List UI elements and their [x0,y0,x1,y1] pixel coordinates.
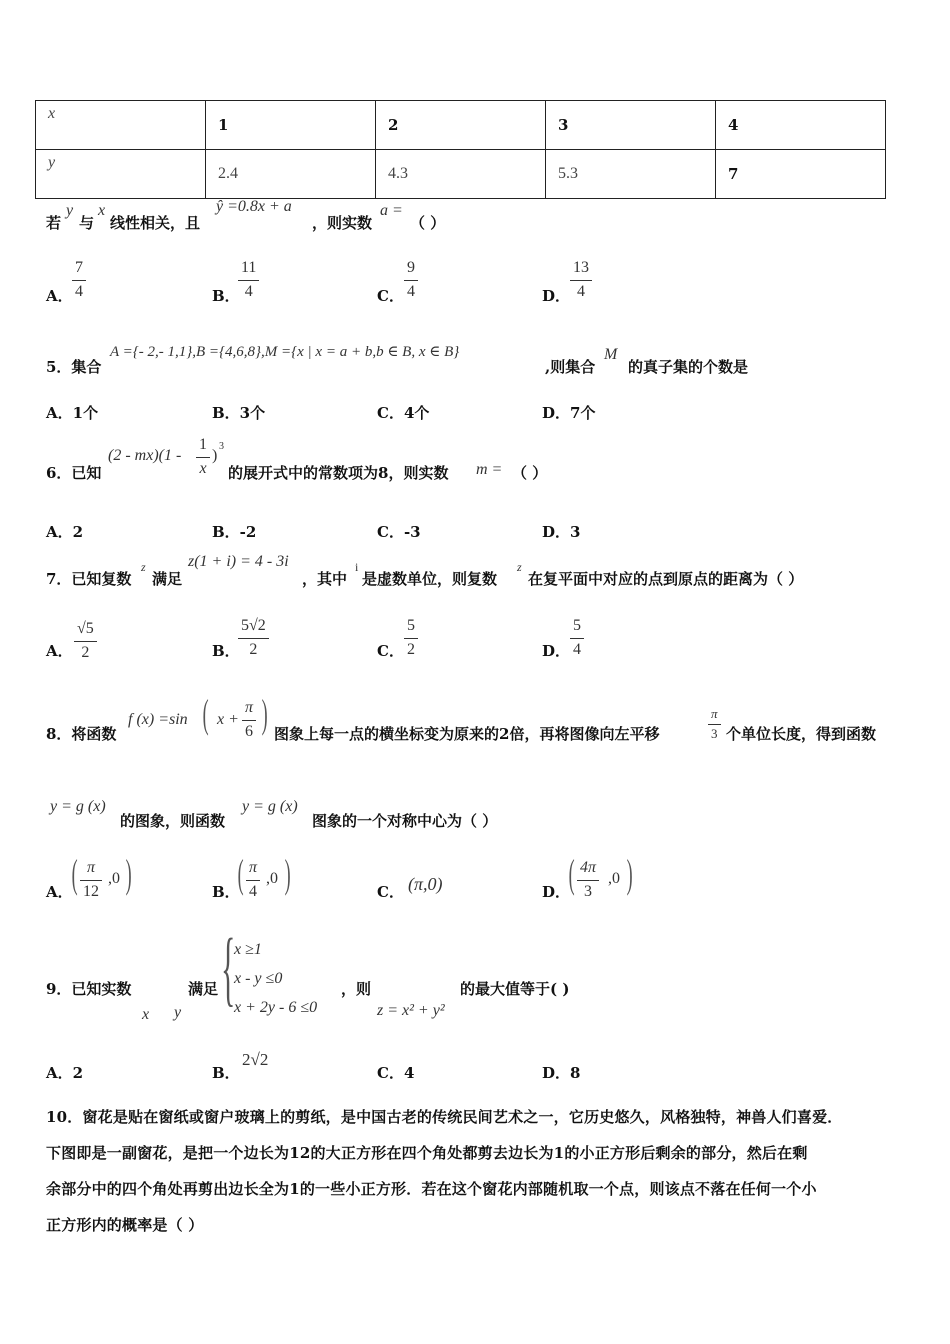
option-c: C．4 [377,1064,415,1082]
option-b: B． [212,1064,240,1082]
q7-prefix: 7．已知复数 [46,570,132,588]
q8-text: 图象上每一点的横坐标变为原来的2倍，再将图像向左平移 [274,725,660,743]
q8-function-fraction [242,699,256,741]
numerator: 5 [573,617,581,634]
denominator: 4 [573,641,581,658]
denominator: 4 [577,283,585,300]
right-paren: ) [261,691,268,736]
denominator: 2 [407,641,415,658]
q6-prefix: 6．已知 [46,464,102,482]
option-letter: C． [377,642,404,660]
denominator: 4 [407,283,415,300]
numerator: 7 [75,259,83,276]
option-d-fraction [577,859,599,901]
q5-text: 的真子集的个数是 [628,358,749,376]
q7-text: ，其中 [302,570,348,588]
q8-text: 图象的一个对称中心为（ ） [312,812,498,830]
q9-constraint-2: x - y ≤0 [234,970,283,987]
q7-var-i: i [355,560,359,574]
q4-var-a: a = [380,202,403,219]
numerator: 4π [580,859,597,876]
numerator: 13 [573,259,589,276]
left-paren: ( [71,851,78,896]
option-b: B．3个 [212,404,266,422]
y-header: y [36,150,206,199]
numerator: π [86,859,95,876]
q6-expr-left: (2 - mx)(1 - [108,447,182,464]
q5-set-formula: A ={- 2,- 1,1},B ={4,6,8},M ={x | x = a + b,b ∈ B, x ∈ B} [110,344,460,360]
q7-text: 是虚数单位，则复数 [362,570,498,588]
q4-regression-equation: ŷ =0.8x + a [216,198,292,215]
q7-var-z: z [141,560,146,574]
q7-text: 满足 [152,570,183,588]
option-c-fraction [404,259,418,301]
q4-var-y: y [66,202,74,219]
q7-text: 在复平面中对应的点到原点的距离为（ ） [528,570,804,588]
table-cell: 5.3 [546,150,716,199]
option-b: B．-2 [212,523,257,541]
option-b-value: 2√2 [242,1050,269,1069]
numerator: 5 [407,617,415,634]
option-a-fraction [80,859,102,901]
numerator: π [245,699,254,716]
left-paren: ( [202,691,209,736]
q10-line: 10．窗花是贴在窗纸或窗户玻璃上的剪纸，是中国古老的传统民间艺术之一，它历史悠久，风格独特，神兽人们喜爱． [46,1108,843,1126]
right-paren: ) [125,851,132,896]
q9-var-y: y [174,1004,182,1021]
option-letter: C． [377,287,404,305]
option-a: A．1个 [46,404,99,422]
q8-g-function: y = g (x) [50,798,106,815]
q7-equation: z(1 + i) = 4 - 3i [188,553,289,570]
option-letter: C． [377,883,404,901]
option-d-fraction [570,259,592,301]
q5-text: ,则集合 [545,358,596,376]
option-a-fraction [74,620,97,662]
option-a: A．2 [46,1064,84,1082]
numerator: 11 [241,259,257,276]
option-letter: B． [212,287,240,305]
denominator: 6 [245,723,253,740]
option-letter: A． [46,883,73,901]
option-letter: A． [46,642,73,660]
denominator: x [199,460,207,477]
q7-var-z: z [517,560,522,574]
table-cell: 4 [716,101,886,150]
option-d: D．7个 [542,404,596,422]
q4-text: ，则实数 [312,214,373,232]
option-d-tail: ,0 [608,870,620,887]
denominator: 3 [584,883,592,900]
q9-constraint-3: x + 2y - 6 ≤0 [234,999,318,1016]
q8-text: 个单位长度，得到函数 [726,725,877,743]
table-cell: 3 [546,101,716,150]
numerator: 9 [407,259,415,276]
left-paren: ( [568,851,575,896]
option-letter: D． [542,287,571,305]
q9-prefix: 9．已知实数 [46,980,132,998]
option-c: C．4个 [377,404,430,422]
option-d-fraction [570,617,584,659]
q9-text: 的最大值等于( ) [460,980,570,998]
x-header: x [36,101,206,150]
option-letter: B． [212,642,240,660]
denominator: 12 [83,883,99,900]
right-paren: ) [284,851,291,896]
denominator: 4 [75,283,83,300]
table-cell: 1 [206,101,376,150]
option-letter: D． [542,642,571,660]
numerator: √5 [77,620,94,637]
option-letter: B． [212,883,240,901]
q8-g-function: y = g (x) [242,798,298,815]
q6-expr-fraction [196,436,210,478]
q9-constraint-1: x ≥1 [234,941,262,958]
right-paren: ) [626,851,633,896]
q8-text: 的图象，则函数 [120,812,226,830]
numerator: 5√2 [241,617,266,634]
q8-function-inner: x + [217,711,239,728]
table-cell: 7 [716,150,886,199]
option-d: D．8 [542,1064,581,1082]
q9-text: 满足 [188,980,219,998]
system-brace: { [221,922,236,1015]
q9-z-expression: z = x² + y² [377,1002,445,1019]
q4-text: （ ） [410,214,446,232]
denominator: 3 [711,726,718,741]
q8-shift-fraction [708,707,721,741]
denominator: 2 [81,644,90,661]
option-letter: D． [542,883,571,901]
q9-var-x: x [142,1006,150,1023]
q6-var-m: m = [476,461,503,478]
q8-function-f: f (x) =sin [128,711,188,728]
q5-var-M: M [604,346,618,363]
numerator: π [249,859,258,876]
left-paren: ( [237,851,244,896]
option-a: A．2 [46,523,84,541]
option-b-fraction [238,617,269,659]
table-cell: 2.4 [206,150,376,199]
xy-table [35,100,886,199]
table-row [36,150,886,199]
denominator: 2 [249,641,258,658]
q6-text: （ ） [512,464,548,482]
denominator: 4 [244,283,253,300]
q4-text: 若 [46,214,62,232]
option-b-tail: ,0 [266,870,278,887]
option-c-fraction [404,617,418,659]
q6-expr-right: ) [212,447,218,464]
table-cell: 4.3 [376,150,546,199]
q4-text: 线性相关，且 [110,214,201,232]
q10-line: 余部分中的四个角处再剪出边长全为1的一些小正方形．若在这个窗花内部随机取一个点，则该点不落在任何一个小 [46,1180,817,1198]
table-cell: 2 [376,101,546,150]
option-d: D．3 [542,523,581,541]
denominator: 4 [249,883,257,900]
option-a-fraction [72,259,86,301]
q4-var-x: x [98,202,106,219]
q9-text: ，则 [341,980,372,998]
option-c: C．-3 [377,523,421,541]
q8-prefix: 8．将函数 [46,725,117,743]
numerator: 1 [199,436,207,453]
option-a-tail: ,0 [108,870,120,887]
q6-text: 的展开式中的常数项为8，则实数 [228,464,449,482]
q4-text: 与 [79,214,95,232]
q6-expr-exponent: 3 [219,441,224,452]
option-c-value: (π,0) [408,874,443,894]
q10-line: 正方形内的概率是（ ） [46,1216,204,1234]
q5-prefix: 5．集合 [46,358,102,376]
option-b-fraction [238,259,259,301]
option-letter: A． [46,287,73,305]
table-row [36,101,886,150]
numerator: π [711,706,718,721]
q10-line: 下图即是一副窗花，是把一个边长为12的大正方形在四个角处都剪去边长为1的小正方形后剩余的部分，然后在剩 [46,1144,808,1162]
option-b-fraction [246,859,260,901]
